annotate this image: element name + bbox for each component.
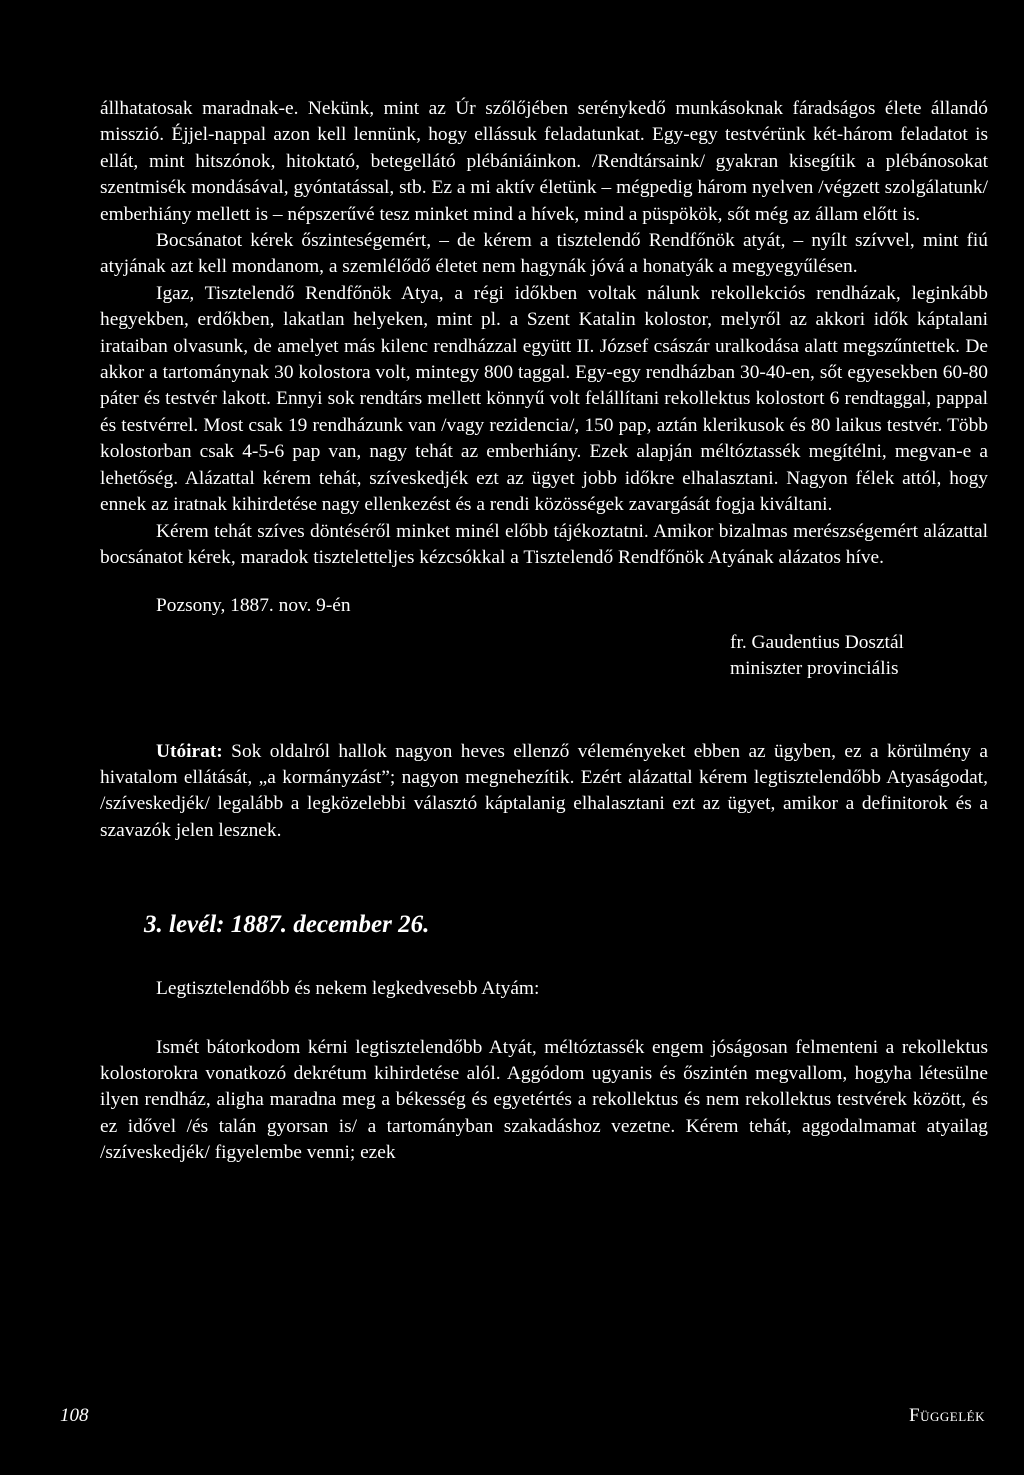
- paragraph-4: Kérem tehát szíves döntéséről minket minél előbb tájékoztatni. Amikor bizalmas merészségemért alázattal bocsánatot kérek, maradok tiszteletteljes kézcsókkal a Tisztelendő Rendfőnök Atyának alázatos híve.: [100, 520, 988, 568]
- postscript-label: Utóirat:: [156, 740, 223, 762]
- signature-title: miniszter provinciális: [730, 658, 899, 680]
- page-number: 108: [60, 1405, 89, 1426]
- place-and-date: Pozsony, 1887. nov. 9-én: [156, 595, 351, 617]
- paragraph-5: Ismét bátorkodom kérni legtisztelendőbb Atyát, méltóztassék engem jóságosan felmenteni a rekollektus kolostorokra vonatkozó dekrétum kihirdetése alól. Aggódom ugyanis és őszintén megvallom, hogyha létesülne ilyen rendház, aligha maradna meg a békesség és egyetértés a rekollektus és nem rekollektus testvérek között, és ez idővel /és talán gyorsan is/ a tartományban szakadáshoz vezetne. Kérem tehát, aggodalmamat atyailag /szíveskedjék/ figyelembe venni; ezek: [100, 1036, 988, 1164]
- postscript: [100, 739, 988, 845]
- running-head: Függelék: [909, 1405, 985, 1426]
- paragraph-1: állhatatosak maradnak-e. Nekünk, mint az Úr szőlőjében serénykedő munkásoknak fáradságos élete állandó misszió. Éjjel-nappal azon kell lennünk, hogy ellássuk feladatunkat. Egy-egy testvérünk két-három feladatot is ellát, mint hitszónok, hitoktató, betegellátó plébániáinkon. /Rendtársaink/ gyakran kisegítik a plébánosokat szentmisék mondásával, gyóntatással, stb. Ez a mi aktív életünk – mégpedig három nyelven /végzett szolgálatunk/ emberhiány mellett is – népszerűvé tesz minket mind a hívek, mind a püspökök, sőt még az állam előtt is.: [100, 98, 988, 225]
- document-page: [100, 96, 988, 1167]
- paragraph-2: Bocsánatot kérek őszinteségemért, – de kérem a tisztelendő Rendfőnök atyát, – nyílt szívvel, mint fiú atyjának azt kell mondanom, a szemlélődő életet nem hagynák jóvá a honatyák a megyegyűlésen.: [100, 230, 988, 278]
- signature-block: [730, 630, 988, 683]
- salutation: Legtisztelendőbb és nekem legkedvesebb Atyám:: [156, 978, 540, 1000]
- letter-heading: 3. levél: 1887. december 26.: [144, 911, 430, 939]
- postscript-text: Sok oldalról hallok nagyon heves ellenző véleményeket ebben az ügyben, ez a körülmény a hivatalom ellátását, „a kormányzást”; nagyon megnehezítik. Ezért alázattal kérem legtisztelendőbb Atyaságodat, /szíveskedjék/ legalább a legközelebbi választó káptalanig elhalasztani ezt az ügyet, amikor a definitorok és a szavazók jelen lesznek.: [100, 740, 988, 841]
- signature-name: fr. Gaudentius Dosztál: [730, 631, 904, 653]
- paragraph-3: Igaz, Tisztelendő Rendfőnök Atya, a régi időkben voltak nálunk rekollekciós rendházak, leginkább hegyekben, erdőkben, lakatlan helyeken, mint pl. a Szent Katalin kolostor, melyről az akkori idők káptalani irataiban olvasunk, de amelyet más kilenc rendházzal együtt II. József császár uralkodása alatt megszűntettek. De akkor a tartománynak 30 kolostora volt, mintegy 800 taggal. Egy-egy rendházban 30-40-en, sőt egyesekben 60-80 páter és testvér lakott. Ennyi sok rendtárs mellett könnyű volt felállítani rekollektus kolostort 6 rendtaggal, pappal és testvérrel. Most csak 19 rendházunk van /vagy rezidencia/, 150 pap, aztán klerikusok és 80 laikus testvér. Több kolostorban csak 4-5-6 pap van, nagy tehát az emberhiány. Ezek alapján méltóztassék megítélni, megvan-e a lehetőség. Alázattal kérem tehát, szíveskedjék ezt az ügyet jobb időkre elhalasztani. Nagyon félek attól, hogy ennek az iratnak kihirdetése nagy ellenkezést és a rendi közösségek zavargását fogja kiváltani.: [100, 282, 988, 516]
